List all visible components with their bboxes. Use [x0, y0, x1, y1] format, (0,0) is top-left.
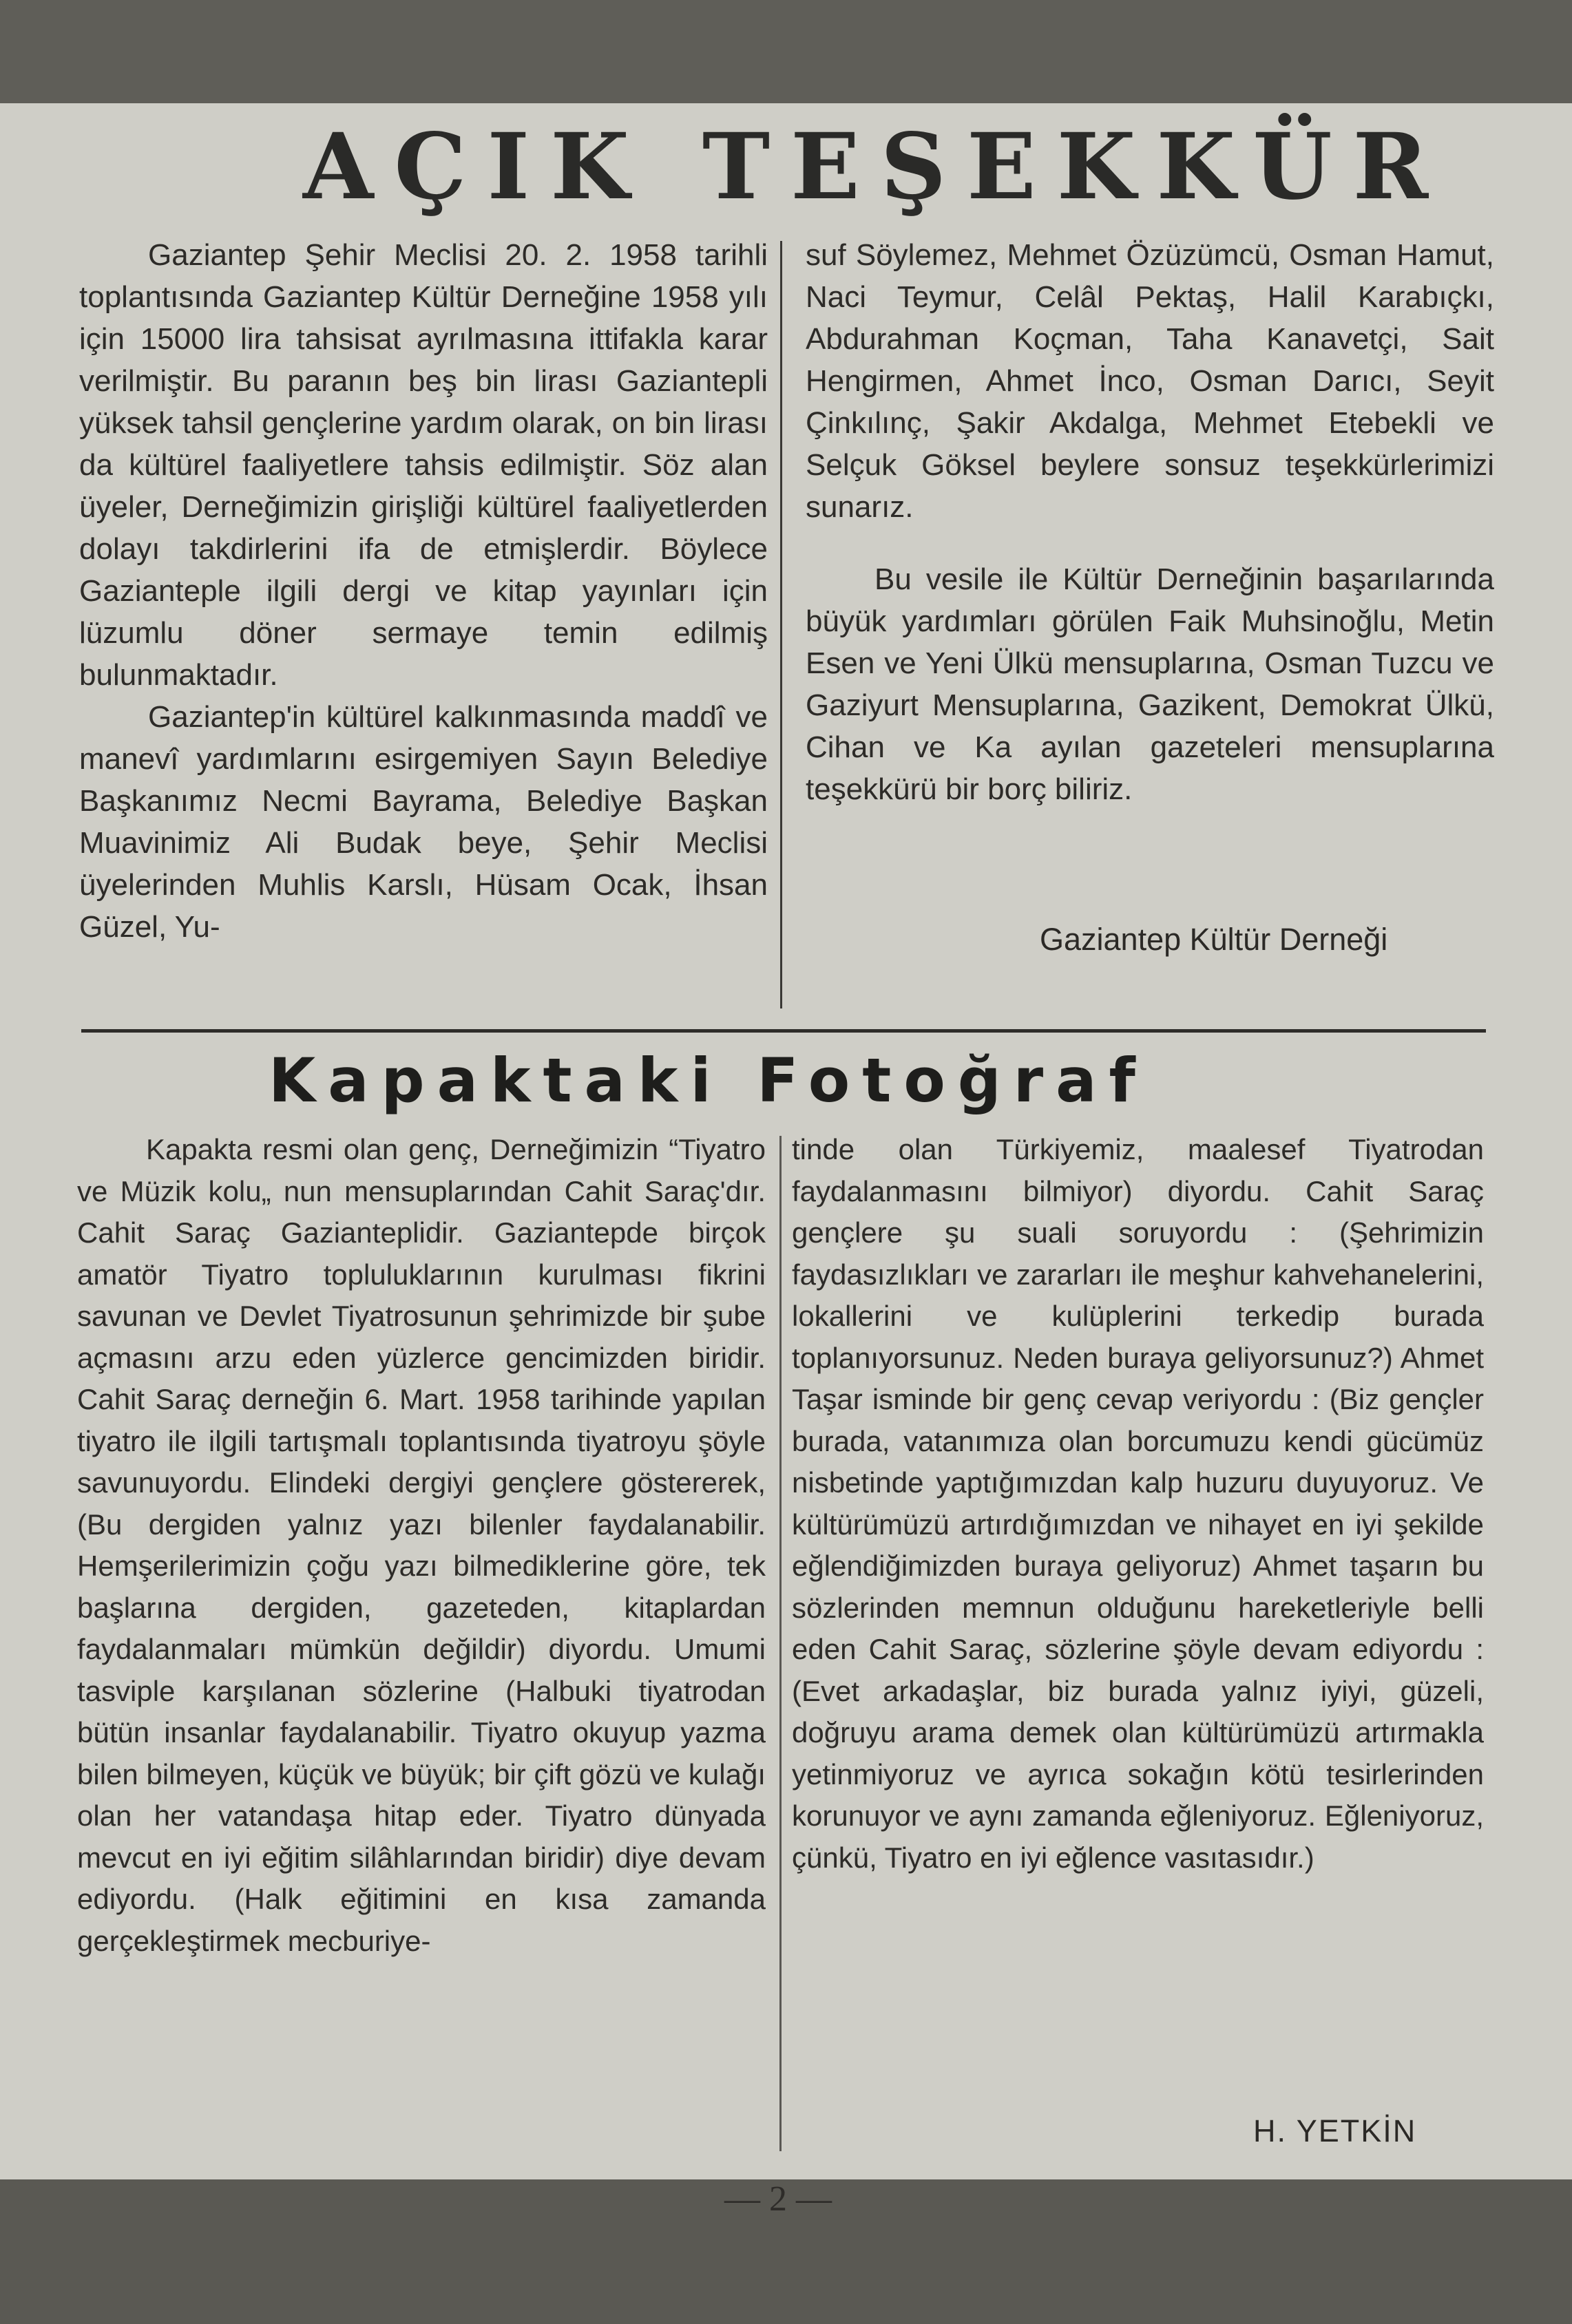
- article1-column-left: [79, 234, 768, 948]
- scan-top-margin: [0, 0, 1572, 103]
- article1-paragraph: Gaziantep'in kültürel kalkınmasında maddî ve manevî yardımlarını esirgemiyen Sayın Belediye Başkanımız Necmi Bayrama, Belediye Başkan Muavinimiz Ali Budak beye, Şehir Meclisi üyelerinden Muhlis Karslı, Hüsam Ocak, İhsan Güzel, Yu-: [79, 700, 768, 944]
- article-title-acik-tesekkur: AÇIK TEŞEKKÜR: [303, 114, 1449, 220]
- article1-paragraph: Bu vesile ile Kültür Derneğinin başarılarında büyük yardımları görülen Faik Muhsinoğlu, Metin Esen ve Yeni Ülkü mensuplarına, Osman Tuzcu ve Gaziyurt Mensuplarına, Gazikent, Demokrat Ülkü, Cihan ve Ka ayılan gazeteleri mensuplarına teşekkürü bir borç biliriz.: [806, 562, 1494, 806]
- section-divider: [81, 1029, 1486, 1033]
- page-number: — 2 —: [724, 2179, 832, 2219]
- article2-paragraph: tinde olan Türkiyemiz, maalesef Tiyatrodan faydalanmasını bilmiyor) diyordu. Cahit Saraç gençlere şu suali soruyordu : (Şehrimizin faydasızlıkları ve zararları ile meşhur kahvehanelerini, lokallerini ve kulüplerini terkedip burada toplanıyorsunuz. Neden buraya geliyorsunuz?) Ahmet Taşar isminde bir genç cevap veriyordu : (Biz gençler burada, vatanımıza olan borcumuzu kendi gücümüz nisbetinde yaptığımızdan kalp huzuru duyuyoruz. Ve kültürümüzü artırdığımızdan ve nihayet en iyi şekilde eğlendiğimizden buraya geliyoruz) Ahmet taşarın bu sözlerinden memnun olduğunu hareketleriyle belli eden Cahit Saraç, sözlerine şöyle devam ediyordu : (Evet arkadaşlar, biz burada yalnız iyiyi, güzeli, doğruyu arama demek olan kültürümüzü artırmakla yetinmiyoruz ve ayrıca sokağın kötü tesirlerinden korunuyor ve aynı zamanda eğleniyoruz. Eğleniyoruz, çünkü, Tiyatro en iyi eğlence vasıtasıdır.): [792, 1133, 1484, 1874]
- article2-paragraph: Kapakta resmi olan genç, Derneğimizin “Tiyatro ve Müzik kolu„ nun mensuplarından Cahit Saraç'dır. Cahit Saraç Gazianteplidir. Gaziantepde birçok amatör Tiyatro topluluklarının kurulması fikrini savunan ve Devlet Tiyatrosunun şehrimizde bir şube açmasını arzu eden yüzlerce gencimizden biridir. Cahit Saraç derneğin 6. Mart. 1958 tarihinde yapılan tiyatro ile ilgili tartışmalı toplantısında tiyatroyu şöyle savunuyordu. Elindeki dergiyi gençlere göstererek, (Bu dergiden yalnız yazı bilenler faydalanabilir. Hemşerilerimizin çoğu yazı bilmediklerine göre, tek başlarına dergiden, gazeteden, kitaplardan faydalanmaları mümkün değildir) diyordu. Umumi tasviple karşılanan sözlerine (Halbuki tiyatrodan bütün insanlar faydalanabilir. Tiyatro okuyup yazma bilen bilmeyen, küçük ve büyük; bir çift gözü ve kulağı olan her vatandaşa hitap eder. Tiyatro dünyada mevcut en iyi eğitim silâhlarından biridir) diye devam ediyordu. (Halk eğitimini en kısa zamanda gerçekleştirmek mecburiye-: [77, 1133, 766, 1957]
- column-divider: [779, 1136, 782, 2151]
- article1-column-right: [806, 234, 1494, 810]
- article-title-kapaktaki-fotograf: Kapaktaki Fotoğraf: [269, 1045, 1148, 1116]
- article2-column-left: [77, 1129, 766, 1962]
- article1-paragraph: Gaziantep Şehir Meclisi 20. 2. 1958 tarihli toplantısında Gaziantep Kültür Derneğine 1958 yılı için 15000 lira tahsisat ayrılmasına ittifakla karar verilmiştir. Bu paranın beş bin lirası Gaziantepli yüksek tahsil gençlerine yardım olarak, on bin lirası da kültürel faaliyetlere tahsis edilmiştir. Söz alan üyeler, Derneğimizin girişliği kültürel faaliyetlerden dolayı takdirlerini ifa de etmişlerdir. Böylece Gazianteple ilgili dergi ve kitap yayınları için lüzumlu döner sermaye temin edilmiş bulunmaktadır.: [79, 238, 768, 692]
- column-divider: [780, 241, 782, 1008]
- article2-signature: H. YETKİN: [1253, 2113, 1417, 2148]
- article1-paragraph: suf Söylemez, Mehmet Özüzümcü, Osman Hamut, Naci Teymur, Celâl Pektaş, Halil Karabıçkı, Abdurahman Koçman, Taha Kanavetçi, Sait Hengirmen, Ahmet İnco, Osman Darıcı, Seyit Çinkılınç, Şakir Akdalga, Mehmet Etebekli ve Selçuk Göksel beylere sonsuz teşekkürlerimizi sunarız.: [806, 238, 1494, 524]
- article1-signature: Gaziantep Kültür Derneği: [1040, 922, 1388, 957]
- article2-column-right: [792, 1129, 1484, 1879]
